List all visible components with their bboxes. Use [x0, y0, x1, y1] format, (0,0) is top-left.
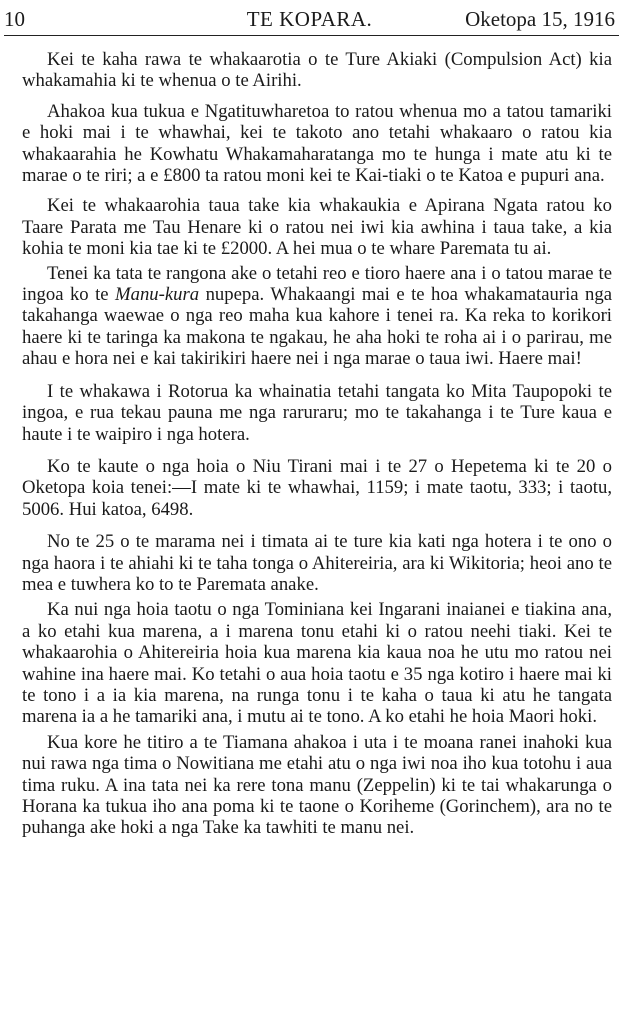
newspaper-title: TE KOPARA.: [246, 7, 373, 31]
manu-kura-text-before: Tenei ka tata te rangona ake o tetahi reo e tioro haere ana i o tatou marae te ingoa ko te: [22, 262, 612, 306]
paragraph-compulsion-act: Kei te kaha rawa te whakaarotia o te Ture Akiaki (Compulsion Act) kia whakamahia ki te whenua o te Airihi.: [22, 49, 612, 92]
paragraph-zeppelin: Kua kore he titiro a te Tiamana ahakoa i uta i te moana ranei inahoki kua nui rawa nga tima o Nowitiana me etahi atu o nga iwi noa iho kua totohu i aua tima ruku. A ina tata nei ka rere tona manu (Zeppelin) ki te tai whakarunga o Horana ka tukua iho ana poma ki te taone o Koriheme (Gorinchem), ara no te puhanga ake hoki a nga Take ka tawhiti te manu nei.: [22, 731, 612, 839]
paragraph-casualty-count: Ko te kaute o nga hoia o Niu Tirani mai i te 27 o Hepetema ki te 20 o Oketopa koia tenei:—I mate ki te whawhai, 1159; i mate taotu, 333; i taotu, 5006. Hui katoa, 6498.: [22, 455, 612, 520]
manu-kura-text-after: nupepa. Whakaangi mai e te hoa whakamatauria nga takahanga waewae o nga reo maha kua kahore i tenei ra. Ka reka to korikori haere ki te taringa ka makona te ngakau, he aha hoki te roha ai i o parirau, me ahau e hora nei e kai takirikiri haere nei i nga marae o taua iwi. Haere mai!: [22, 284, 612, 370]
paragraph-hotel-closing: No te 25 o te marama nei i timata ai te ture kia kati nga hotera i te ono o nga haora i te ahiahi ki te taha tonga o Ahitereiria, ara ki Wikitoria; heoi ano te mea e tuwhera ko to te Paremata anake.: [22, 531, 612, 595]
paragraph-manu-kura: [22, 263, 612, 370]
issue-date: Oketopa 15, 1916: [465, 7, 615, 31]
page-header: [4, 4, 615, 34]
paragraph-memorial-stone: Ahakoa kua tukua e Ngatituwharetoa to ratou whenua mo a tatou tamariki e hoki mai i te whawhai, kei te takoto ano tetahi whakaaro o ratou kia whakaarahia he Kowhatu Whakamaharatanga mo te hunga i mate atu ki te marae o te riri; a e £800 ta ratou moni kei te Kai-tiaki o te Katoa e pupuri ana.: [22, 100, 612, 187]
manu-kura-title: Manu-kura: [115, 284, 200, 306]
page-number: 10: [4, 7, 25, 31]
paragraph-rotorua-court: I te whakawa i Rotorua ka whainatia tetahi tangata ko Mita Taupopoki te ingoa, e rua tekau pauna me nga raruraru; mo te takahanga i te Ture kaua e haute i te waipiro i nga hotera.: [22, 380, 612, 445]
article-body: [22, 49, 612, 848]
paragraph-wounded-soldiers: Ka nui nga hoia taotu o nga Tominiana kei Ingarani inaianei e tiakina ana, a ko etahi kua marena, a i marena tonu etahi ki o ratou neehi tiaki. Kei te whakaarohia o Ahitereiria hoia kua marena kia kaua noa he utu mo ratou nei wahine ina haere mai. Ko tetahi o aua hoia taotu e 35 nga kotiro i haere mai ki te tono i a ia kia marena, na runga tonu i te kaha o taua ki atu he tangata marena ia a he tamariki ana, i mutu ai te tono. A ko etahi he hoia Maori hoki.: [22, 599, 612, 728]
header-rule: [4, 35, 619, 36]
paragraph-fundraising: Kei te whakaarohia taua take kia whakaukia e Apirana Ngata ratou ko Taare Parata me Tau Henare ki o ratou nei iwi kia awhina i taua take, a kia kohia te moni kia tae ki te £2000. A hei mua o te whare Paremata tu ai.: [22, 195, 612, 260]
